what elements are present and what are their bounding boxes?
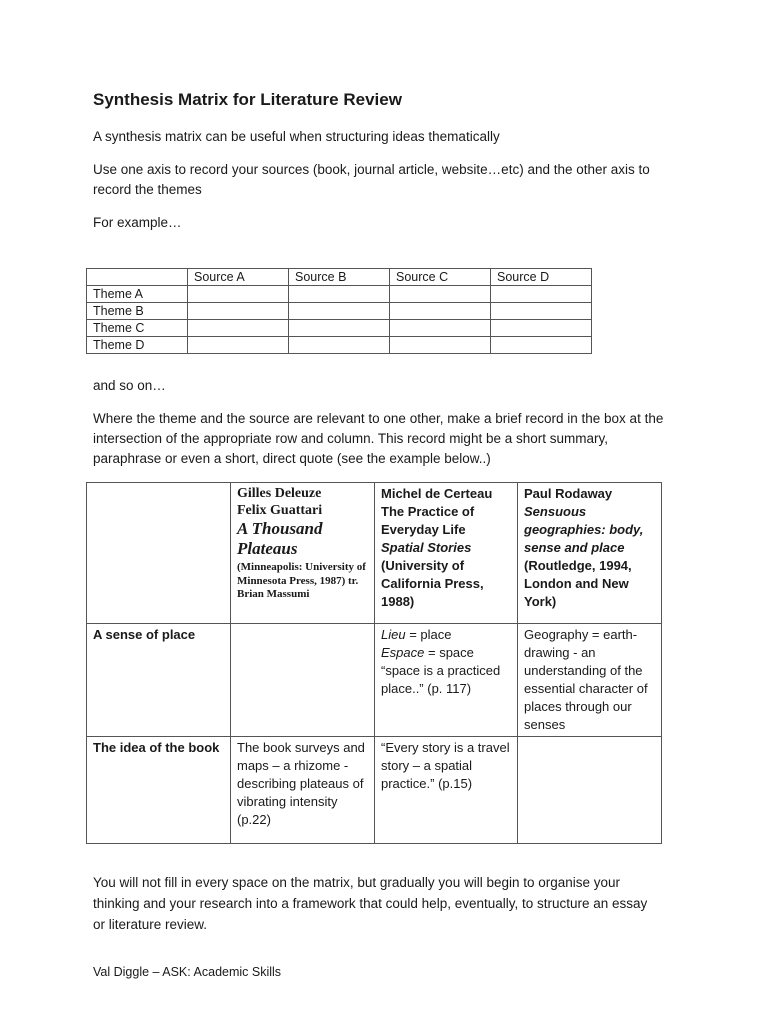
table-cell [491, 286, 592, 303]
table-row [87, 286, 592, 303]
source-publisher: (Minneapolis: University of Minnesota Press, 1987) tr. Brian Massumi [237, 561, 366, 600]
column-header-source-d: Source D [491, 269, 592, 286]
row-header-theme-c: Theme C [87, 320, 188, 337]
source-header-rodaway [518, 483, 662, 624]
theme-idea-of-the-book: The idea of the book [87, 737, 231, 844]
example-synthesis-matrix [86, 482, 662, 844]
quote-text: “space is a practiced place..” (p. 117) [381, 663, 501, 696]
table-cell [188, 337, 289, 354]
source-author: Michel de Certeau [381, 486, 493, 501]
table-cell [188, 286, 289, 303]
and-so-on-text: and so on… [93, 378, 166, 393]
table-corner-cell [87, 269, 188, 286]
table-header-row [87, 269, 592, 286]
table-cell [390, 303, 491, 320]
table-cell [289, 303, 390, 320]
page-title: Synthesis Matrix for Literature Review [93, 90, 402, 109]
table-cell [231, 624, 375, 737]
source-title: Sensuous geographies: body, sense and place [524, 504, 644, 555]
row-header-theme-d: Theme D [87, 337, 188, 354]
theme-sense-of-place: A sense of place [87, 624, 231, 737]
table-row [87, 737, 662, 844]
table-cell [491, 303, 592, 320]
column-header-source-a: Source A [188, 269, 289, 286]
row-header-theme-a: Theme A [87, 286, 188, 303]
for-example-text: For example… [93, 215, 182, 230]
table-cell [390, 337, 491, 354]
source-author: Paul Rodaway [524, 486, 613, 501]
row-header-theme-b: Theme B [87, 303, 188, 320]
source-authors-line-1: Gilles Deleuze [237, 486, 322, 501]
table-cell [289, 286, 390, 303]
table-row [87, 303, 592, 320]
table-cell [188, 303, 289, 320]
column-header-source-b: Source B [289, 269, 390, 286]
source-header-deleuze [231, 483, 375, 624]
table-corner-cell [87, 483, 231, 624]
term-espace: Espace [381, 645, 425, 660]
table-cell [491, 320, 592, 337]
source-title: The Practice of Everyday Life [381, 504, 475, 537]
source-header-de-certeau [375, 483, 518, 624]
intro-paragraph-2: Use one axis to record your sources (book, journal article, website…etc) and the other axis to record the themes [93, 162, 650, 197]
term-lieu: Lieu [381, 627, 406, 642]
simple-synthesis-matrix [86, 268, 592, 354]
table-row [87, 320, 592, 337]
table-row [87, 624, 662, 737]
source-publisher: (University of California Press, 1988) [381, 558, 484, 609]
table-cell: The book surveys and maps – a rhizome - describing plateaus of vibrating intensity (p.22) [231, 737, 375, 844]
table-cell [518, 737, 662, 844]
table-header-row [87, 483, 662, 624]
table-cell [188, 320, 289, 337]
table-cell [491, 337, 592, 354]
table-cell [390, 286, 491, 303]
table-cell [390, 320, 491, 337]
footer-text: Val Diggle – ASK: Academic Skills [93, 965, 282, 979]
closing-paragraph: You will not fill in every space on the matrix, but gradually you will begin to organise your thinking and your research into a framework that could help, eventually, to structure an essay or literature review. [93, 875, 648, 932]
source-title: A Thousand Plateaus [237, 519, 323, 558]
table-row [87, 337, 592, 354]
source-subtitle: Spatial Stories [381, 540, 472, 555]
table-cell: Geography = earth-drawing - an understanding of the essential character of places through our senses [518, 624, 662, 737]
table-cell [289, 320, 390, 337]
source-authors-line-2: Felix Guattari [237, 503, 323, 518]
table-cell [289, 337, 390, 354]
term-espace-definition: = space [424, 645, 474, 660]
column-header-source-c: Source C [390, 269, 491, 286]
intro-paragraph-1: A synthesis matrix can be useful when structuring ideas thematically [93, 129, 500, 144]
source-publisher: (Routledge, 1994, London and New York) [524, 558, 632, 609]
table-cell: “Every story is a travel story – a spatial practice.” (p.15) [375, 737, 518, 844]
term-lieu-definition: = place [405, 627, 452, 642]
explanation-paragraph: Where the theme and the source are relevant to one other, make a brief record in the box at the intersection of the appropriate row and column. This record might be a short summary, paraphrase or even a short, direct quote (see the example below..) [93, 411, 664, 466]
table-cell [375, 624, 518, 737]
